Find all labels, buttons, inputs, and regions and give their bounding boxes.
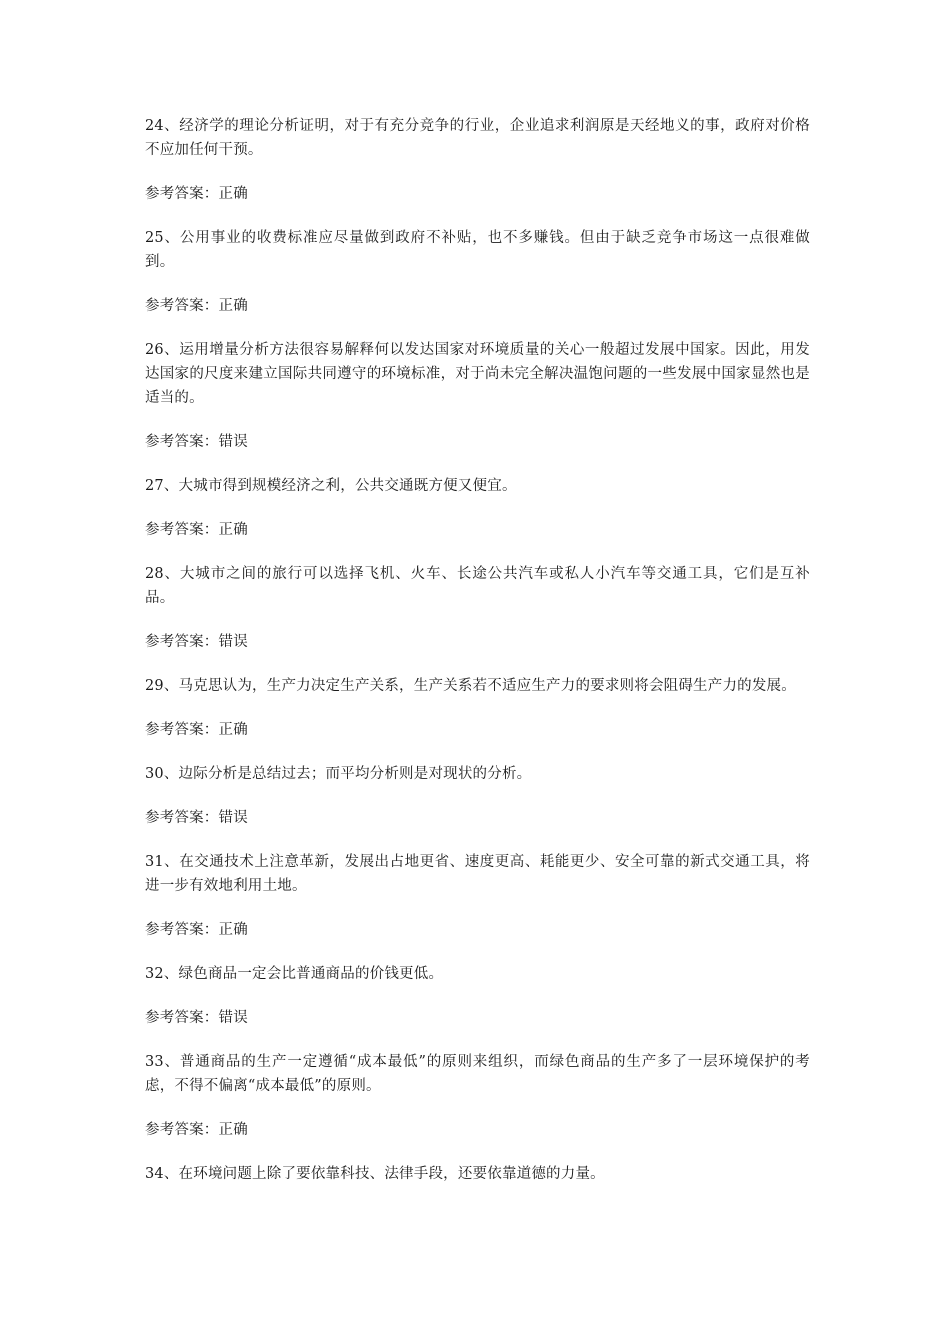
question-30: 30、边际分析是总结过去；而平均分析则是对现状的分析。 [145, 766, 532, 782]
question-33: 33、普通商品的生产一定遵循“成本最低”的原则来组织，而绿色商品的生产多了一层环境保护的考虑，不得不偏离“成本最低”的原则。 [145, 1054, 810, 1094]
question-27: 27、大城市得到规模经济之利，公共交通既方便又便宜。 [145, 478, 517, 494]
answer-24: 参考答案：正确 [145, 186, 248, 202]
answer-28: 参考答案：错误 [145, 634, 248, 650]
answer-32: 参考答案：错误 [145, 1010, 248, 1026]
answer-29: 参考答案：正确 [145, 722, 248, 738]
question-34: 34、在环境问题上除了要依靠科技、法律手段，还要依靠道德的力量。 [145, 1166, 605, 1182]
answer-30: 参考答案：错误 [145, 810, 248, 826]
question-28: 28、大城市之间的旅行可以选择飞机、火车、长途公共汽车或私人小汽车等交通工具，它们是互补品。 [145, 566, 810, 606]
question-26: 26、运用增量分析方法很容易解释何以发达国家对环境质量的关心一般超过发展中国家。因此，用发达国家的尺度来建立国际共同遵守的环境标准，对于尚未完全解决温饱问题的一些发展中国家显然也是适当的。 [145, 342, 810, 406]
question-25: 25、公用事业的收费标准应尽量做到政府不补贴，也不多赚钱。但由于缺乏竞争市场这一点很难做到。 [145, 230, 810, 270]
answer-33: 参考答案：正确 [145, 1122, 248, 1138]
answer-31: 参考答案：正确 [145, 922, 248, 938]
answer-26: 参考答案：错误 [145, 434, 248, 450]
document-page [145, 114, 810, 1206]
question-31: 31、在交通技术上注意革新，发展出占地更省、速度更高、耗能更少、安全可靠的新式交通工具，将进一步有效地利用土地。 [145, 854, 810, 894]
question-24: 24、经济学的理论分析证明，对于有充分竞争的行业，企业追求利润原是天经地义的事，政府对价格不应加任何干预。 [145, 118, 810, 158]
question-32: 32、绿色商品一定会比普通商品的价钱更低。 [145, 966, 444, 982]
answer-25: 参考答案：正确 [145, 298, 248, 314]
question-29: 29、马克思认为，生产力决定生产关系，生产关系若不适应生产力的要求则将会阻碍生产力的发展。 [145, 678, 796, 694]
answer-27: 参考答案：正确 [145, 522, 248, 538]
